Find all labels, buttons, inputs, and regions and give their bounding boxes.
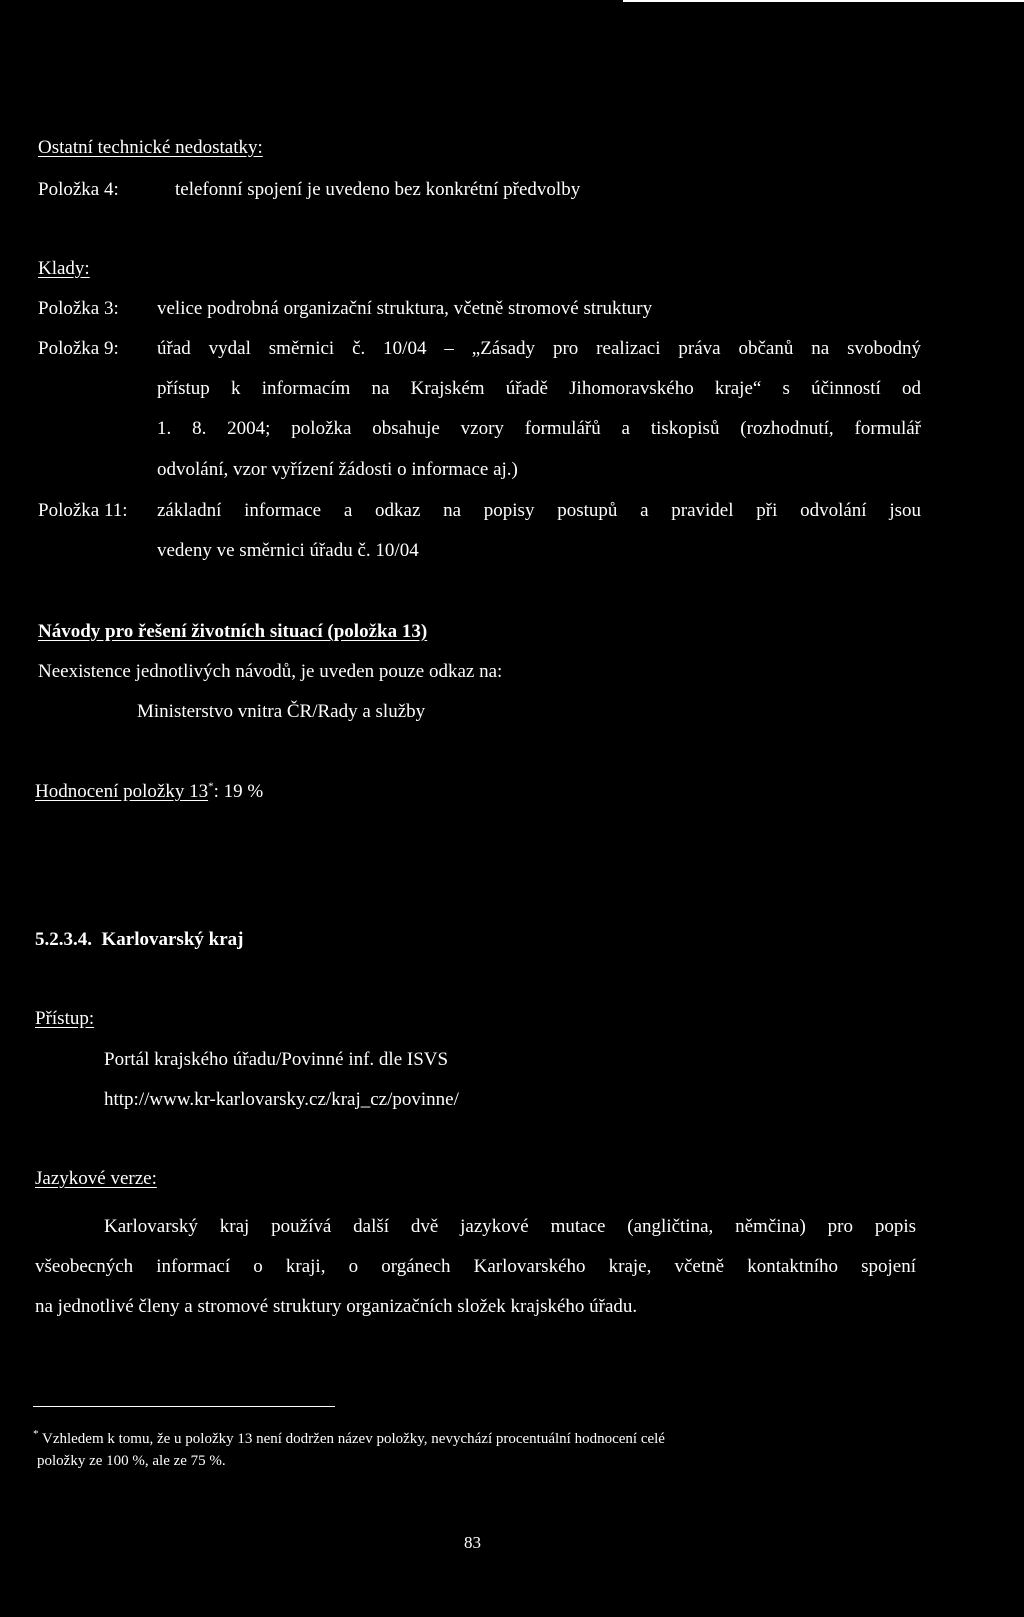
footnote-rule <box>33 1406 335 1407</box>
page-number: 83 <box>464 1533 481 1552</box>
pros-item-3-label: Položka 3: <box>38 298 119 319</box>
access-url: http://www.kr-karlovarsky.cz/kraj_cz/povinne/ <box>104 1089 459 1110</box>
lang-line-3: na jednotlivé členy a stromové struktury organizačních složek krajského úřadu. <box>35 1296 638 1317</box>
pros-item-3-text: velice podrobná organizační struktura, včetně stromové struktury <box>157 298 653 319</box>
pros-item-9-line-1: úřad vydal směrnici č. 10/04 – „Zásady pro realizaci práva občanů na svobodný <box>157 338 921 359</box>
section-title-line <box>35 928 243 952</box>
footnote-line-2: položky ze 100 %, ale ze 75 %. <box>37 1453 226 1469</box>
lang-line-1: Karlovarský kraj používá další dvě jazykové mutace (angličtina, němčina) pro popis <box>104 1216 916 1237</box>
tech-item-4-label: Položka 4: <box>38 179 119 200</box>
pros-item-9-line-3: 1. 8. 2004; položka obsahuje vzory formulářů a tiskopisů (rozhodnutí, formulář <box>157 418 921 439</box>
access-portal: Portál krajského úřadu/Povinné inf. dle ISVS <box>104 1049 449 1070</box>
rating-colon: : <box>213 781 219 802</box>
guides-heading: Návody pro řešení životních situací (položka 13) <box>38 621 428 642</box>
guides-link: Ministerstvo vnitra ČR/Rady a služby <box>137 701 426 722</box>
section-title: Karlovarský kraj <box>101 929 244 950</box>
footnote-text-1: Vzhledem k tomu, že u položky 13 není dodržen název položky, nevychází procentuální hodnocení celé <box>41 1431 665 1447</box>
tech-item-4-text: telefonní spojení je uvedeno bez konkrétní předvolby <box>175 179 581 200</box>
top-rule <box>623 0 1024 2</box>
rating-mark: * <box>208 780 214 793</box>
lang-line-2: všeobecných informací o kraji, o orgánech Karlovarského kraje, včetně kontaktního spojení <box>35 1256 916 1277</box>
rating-label: Hodnocení položky 13 <box>35 781 209 802</box>
pros-item-11-line-2: vedeny ve směrnici úřadu č. 10/04 <box>157 540 419 561</box>
pros-item-9-label: Položka 9: <box>38 338 119 359</box>
footnote-mark: * <box>33 1428 39 1440</box>
footnote-line-1 <box>33 1430 665 1449</box>
access-heading: Přístup: <box>35 1008 95 1029</box>
pros-heading: Klady: <box>38 258 90 279</box>
pros-item-11-line-1: základní informace a odkaz na popisy postupů a pravidel při odvolání jsou <box>157 500 921 521</box>
section-number: 5.2.3.4. <box>35 929 92 950</box>
lang-heading: Jazykové verze: <box>35 1168 157 1189</box>
tech-heading: Ostatní technické nedostatky: <box>38 137 263 158</box>
pros-item-11-label: Položka 11: <box>38 500 128 521</box>
pros-item-9-line-2: přístup k informacím na Krajském úřadě Jihomoravského kraje“ s účinností od <box>157 378 921 399</box>
pros-item-9-line-4: odvolání, vzor vyřízení žádosti o informace aj.) <box>157 459 518 480</box>
rating-line <box>35 780 263 804</box>
rating-value: 19 % <box>223 781 264 802</box>
guides-text: Neexistence jednotlivých návodů, je uveden pouze odkaz na: <box>38 661 503 682</box>
